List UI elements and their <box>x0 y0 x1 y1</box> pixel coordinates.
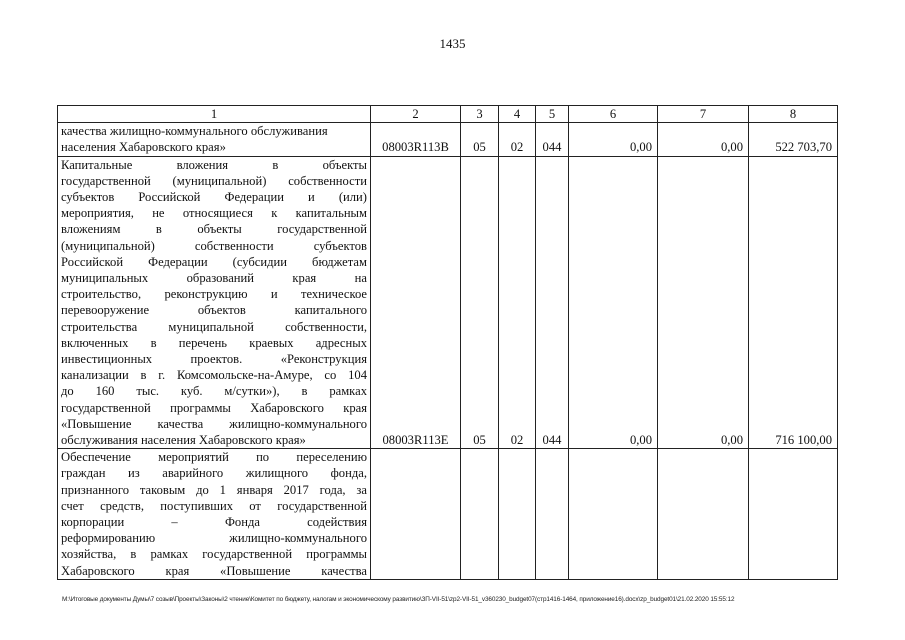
table-row <box>58 123 838 156</box>
section-code: 05 <box>461 156 499 449</box>
description-line: признанного таковым до 1 января 2017 года, за <box>61 482 367 497</box>
description-line: граждан из аварийного жилищного фонда, <box>61 466 367 481</box>
column-header: 6 <box>569 106 658 123</box>
column-header: 2 <box>371 106 461 123</box>
description-line: государственной (муниципальной) собственности <box>61 173 367 188</box>
expense-type-code: 044 <box>536 123 569 156</box>
amount-col8: 716 100,00 <box>749 156 838 449</box>
target-code: 08003R113E <box>371 156 461 449</box>
description-line: Капитальные вложения в объекты <box>61 157 367 172</box>
description-line: населения Хабаровского края» <box>61 140 226 155</box>
page-number: 1435 <box>439 36 466 51</box>
row-description <box>58 449 371 580</box>
expense-type-code <box>536 449 569 580</box>
table-row <box>58 449 838 580</box>
description-line: строительство, реконструкцию и техническое <box>61 287 367 302</box>
description-line: до 160 тыс. куб. м/сутки»), в рамках <box>61 384 367 399</box>
document-path-footer: M:\Итоговые документы Думы\7 созыв\Проекты\Законы\2 чтение\Комитет по бюджету, налогам и экономическому развитию\ЗП-VII-51\zp2-VII-51_v360230_budget07(стр1416-1464, приложение16).docx\zp_budget01\21.02.2020 15:55:12 <box>62 596 735 603</box>
description-line: государственной программы Хабаровского края <box>61 400 367 415</box>
row-description <box>58 123 371 156</box>
description-line: включенных в перечень краевых адресных <box>61 335 367 350</box>
description-line: Хабаровского края «Повышение качества <box>61 563 367 578</box>
description-line: Российской Федерации (субсидии бюджетам <box>61 254 367 269</box>
subsection-code: 02 <box>499 123 536 156</box>
description-line: муниципальных образований края на <box>61 271 367 286</box>
target-code <box>371 449 461 580</box>
column-header: 1 <box>58 106 371 123</box>
section-code: 05 <box>461 123 499 156</box>
amount-col6 <box>569 449 658 580</box>
amount-col7 <box>658 449 749 580</box>
column-header: 4 <box>499 106 536 123</box>
description-line: счет средств, поступивших от государственной <box>61 498 367 513</box>
amount-col8 <box>749 449 838 580</box>
description-line: хозяйства, в рамках государственной программы <box>61 547 367 562</box>
description-line: мероприятия, не относящиеся к капитальным <box>61 206 367 221</box>
description-line: корпорации – Фонда содействия <box>61 515 367 530</box>
table-row <box>58 156 838 449</box>
description-line: перевооружение объектов капитального <box>61 303 367 318</box>
description-line: вложениям в объекты государственной <box>61 222 367 237</box>
description-line: качества жилищно-коммунального обслуживания <box>61 124 328 139</box>
amount-col6: 0,00 <box>569 123 658 156</box>
expense-type-code: 044 <box>536 156 569 449</box>
description-line: инвестиционных проектов. «Реконструкция <box>61 352 367 367</box>
column-header: 5 <box>536 106 569 123</box>
section-code <box>461 449 499 580</box>
column-header: 3 <box>461 106 499 123</box>
table-header-row <box>58 106 838 123</box>
amount-col8: 522 703,70 <box>749 123 838 156</box>
description-line: канализации в г. Комсомольске-на-Амуре, со 104 <box>61 368 367 383</box>
description-line: строительства муниципальной собственности, <box>61 319 367 334</box>
amount-col7: 0,00 <box>658 156 749 449</box>
description-line: обслуживания населения Хабаровского края» <box>61 433 306 448</box>
column-header: 8 <box>749 106 838 123</box>
description-line: (муниципальной) собственности субъектов <box>61 238 367 253</box>
description-line: реформированию жилищно-коммунального <box>61 531 367 546</box>
description-line: Обеспечение мероприятий по переселению <box>61 450 367 465</box>
description-line: субъектов Российской Федерации и (или) <box>61 190 367 205</box>
description-line: «Повышение качества жилищно-коммунального <box>61 416 367 431</box>
target-code: 08003R113B <box>371 123 461 156</box>
amount-col7: 0,00 <box>658 123 749 156</box>
subsection-code <box>499 449 536 580</box>
subsection-code: 02 <box>499 156 536 449</box>
column-header: 7 <box>658 106 749 123</box>
amount-col6: 0,00 <box>569 156 658 449</box>
budget-table <box>57 105 838 580</box>
row-description <box>58 156 371 449</box>
